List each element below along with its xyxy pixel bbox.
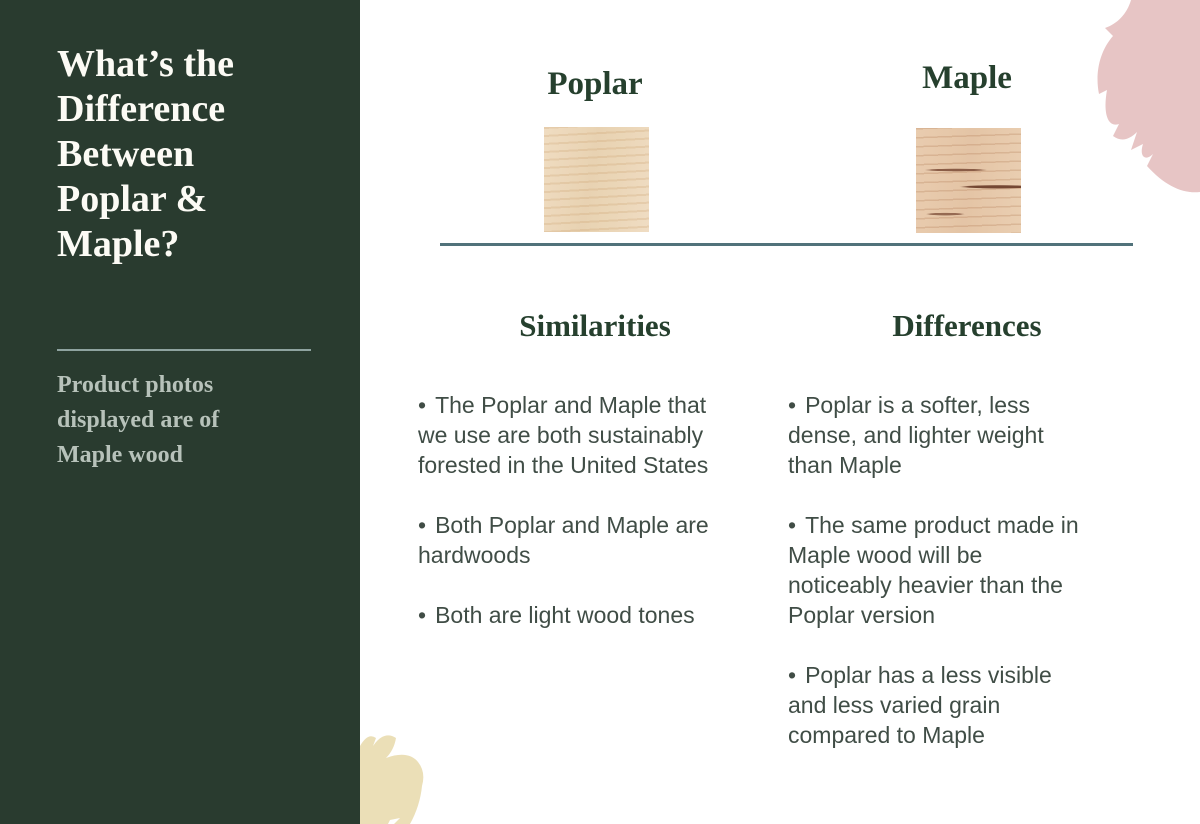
sidebar-divider	[57, 349, 311, 351]
differences-heading: Differences	[892, 308, 1042, 343]
maple-column-title: Maple	[922, 60, 1012, 96]
list-item: • Both Poplar and Maple are hardwoods	[418, 510, 710, 570]
content-divider	[440, 243, 1133, 246]
cream-petal-decoration	[360, 728, 440, 824]
pink-leaf-decoration	[1095, 0, 1200, 195]
list-item: • Poplar has a less visible and less varied grain compared to Maple	[788, 660, 1088, 750]
similarities-list	[418, 390, 710, 660]
sidebar-note: Product photos displayed are of Maple wood	[57, 372, 220, 468]
list-item: • The same product made in Maple wood will be noticeably heavier than the Poplar version	[788, 510, 1088, 630]
poplar-column-title: Poplar	[547, 66, 643, 102]
list-item: • Poplar is a softer, less dense, and lighter weight than Maple	[788, 390, 1088, 480]
list-item: • Both are light wood tones	[418, 600, 710, 630]
similarities-heading: Similarities	[519, 308, 671, 343]
maple-wood-swatch-image	[916, 128, 1021, 233]
differences-list	[788, 390, 1088, 780]
sidebar	[0, 0, 360, 824]
list-item: • The Poplar and Maple that we use are both sustainably forested in the United States	[418, 390, 710, 480]
poplar-wood-swatch-image	[544, 127, 649, 232]
page-title: What’s the Difference Between Poplar & Maple?	[57, 43, 234, 265]
